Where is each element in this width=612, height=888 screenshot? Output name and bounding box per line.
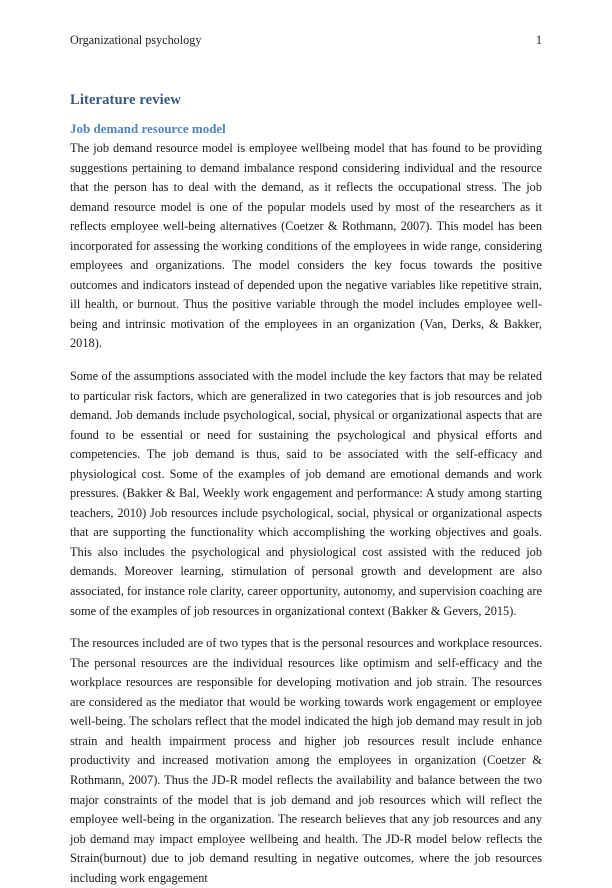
body-paragraph: Some of the assumptions associated with the model include the key factors that may be related to particular risk factors, which are generalized in two categories that is job resources and job demand. Job demands include psychological, social, physical or organizational aspects that are found to be essential or need for sustaining the psychological and physical efforts and competencies. The job demand is thus, said to be associated with the self-efficacy and physiological cost. Some of the examples of job demand are emotional demands and work pressures. (Bakker & Bal, Weekly work engagement and performance: A study among starting teachers, 2010) Job resources include psychological, social, physical or organizational aspects that are supporting the functionality which accomplishing the working objectives and goals. This also includes the psychological and physiological cost assisted with the reduced job demands. Moreover learning, stimulation of personal growth and development are also associated, for instance role clarity, career opportunity, autonomy, and supervision coaching are some of the examples of job resources in organizational context (Bakker & Gevers, 2015). — [70, 369, 542, 618]
header-page-number: 1 — [535, 33, 542, 47]
running-header — [70, 33, 542, 48]
subsection-heading: Job demand resource model — [70, 122, 226, 136]
document-body — [70, 92, 542, 888]
body-paragraph: The resources included are of two types that is the personal resources and workplace resources. The personal resources are the individual resources like optimism and self-efficacy and the workplace resources are responsible for developing motivation and job strain. The resources are considered as the mediator that would be working towards work engagement or employee well-being. The scholars reflect that the model indicated the high job demand may result in job strain and health impairment process and higher job resources result include enhance productivity and increased motivation among the employees in organization (Coetzer & Rothmann, 2007). Thus the JD-R model reflects the availability and balance between the two major constraints of the model that is job demand and job resources which will reflect the employee well-being in the organization. The research believes that any job resources and any job demand may impact employee wellbeing and health. The JD-R model below reflects the Strain(burnout) due to job demand resulting in negative outcomes, where the job resources including work engagement — [70, 636, 542, 885]
body-paragraph: The job demand resource model is employee wellbeing model that has found to be providing suggestions pertaining to demand imbalance respond considering individual and the resource that the person has to deal with the demand, as it reflects the occupational stress. The job demand resource model is one of the popular models used by most of the researchers as it reflects employee well-being alternatives (Coetzer & Rothmann, 2007). This model has been incorporated for assessing the working conditions of the employees in wide range, considering employees and organizations. The model considers the key focus towards the positive outcomes and indicators instead of depended upon the negative variables like repetitive strain, ill health, or burnout. Thus the positive variable through the model includes employee well-being and intrinsic motivation of the employees in an organization (Van, Derks, & Bakker, 2018). — [70, 141, 542, 351]
header-document-title: Organizational psychology — [70, 33, 202, 47]
page-title: Literature review — [70, 92, 181, 108]
